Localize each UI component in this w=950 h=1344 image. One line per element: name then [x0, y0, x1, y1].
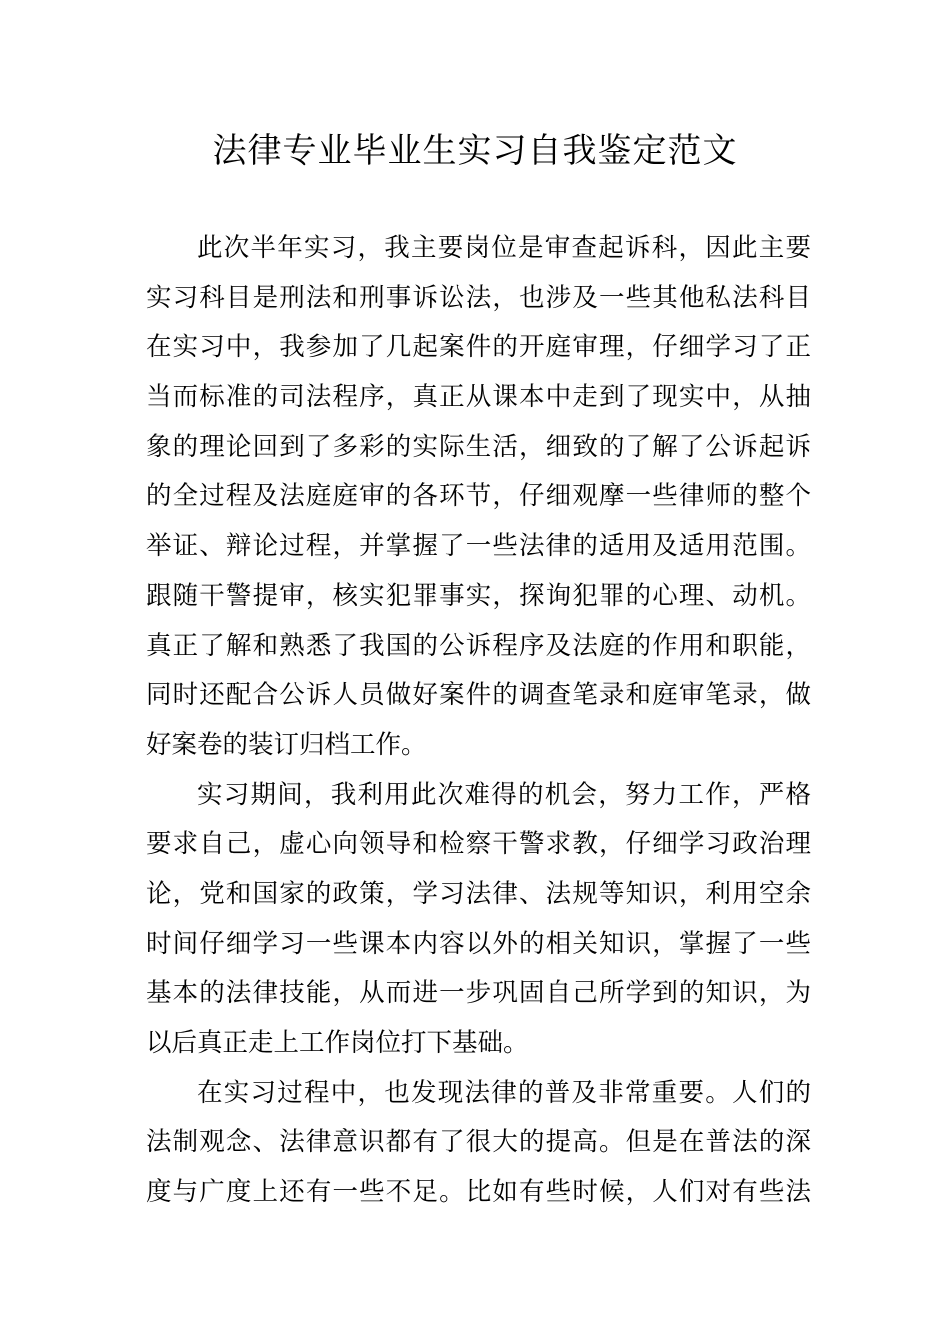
document-title: 法律专业毕业生实习自我鉴定范文	[212, 131, 738, 171]
paragraph-1-line-9: 真正了解和熟悉了我国的公诉程序及法庭的作用和职能，	[146, 630, 811, 661]
paragraph-1-line-1: 此次半年实习，我主要岗位是审查起诉科，因此主要	[197, 233, 811, 263]
paragraph-3-line-3: 度与广度上还有一些不足。比如有些时候，人们对有些法	[146, 1177, 811, 1208]
paragraph-2-line-1: 实习期间，我利用此次难得的机会，努力工作，严格	[197, 779, 811, 810]
paragraph-1-line-10: 同时还配合公诉人员做好案件的调查笔录和庭审笔录，做	[146, 680, 811, 711]
paragraph-3-line-2: 法制观念、法律意识都有了很大的提高。但是在普法的深	[146, 1127, 811, 1158]
paragraph-1-line-11: 好案卷的装订归档工作。	[146, 729, 427, 760]
paragraph-1-line-4: 当而标准的司法程序，真正从课本中走到了现实中，从抽	[146, 382, 811, 413]
paragraph-1-line-7: 举证、辩论过程，并掌握了一些法律的适用及适用范围。	[146, 531, 811, 562]
paragraph-2-line-6: 以后真正走上工作岗位打下基础。	[146, 1028, 529, 1058]
paragraph-1-line-3: 在实习中，我参加了几起案件的开庭审理，仔细学习了正	[146, 332, 811, 363]
paragraph-1-line-8: 跟随干警提审，核实犯罪事实，探询犯罪的心理、动机。	[146, 580, 811, 611]
paragraph-2-line-2: 要求自己，虚心向领导和检察干警求教，仔细学习政治理	[146, 829, 811, 860]
paragraph-2-line-3: 论，党和国家的政策，学习法律、法规等知识，利用空余	[146, 878, 811, 909]
document-body	[146, 224, 811, 1218]
paragraph-1-line-5: 象的理论回到了多彩的实际生活，细致的了解了公诉起诉	[146, 431, 811, 462]
paragraph-3-line-1: 在实习过程中，也发现法律的普及非常重要。人们的	[197, 1077, 811, 1108]
paragraph-2-line-4: 时间仔细学习一些课本内容以外的相关知识，掌握了一些	[146, 928, 811, 959]
paragraph-1-line-2: 实习科目是刑法和刑事诉讼法，也涉及一些其他私法科目	[146, 282, 811, 313]
paragraph-1-line-6: 的全过程及法庭庭审的各环节，仔细观摩一些律师的整个	[146, 481, 811, 512]
paragraph-2-line-5: 基本的法律技能，从而进一步巩固自己所学到的知识，为	[146, 978, 811, 1009]
